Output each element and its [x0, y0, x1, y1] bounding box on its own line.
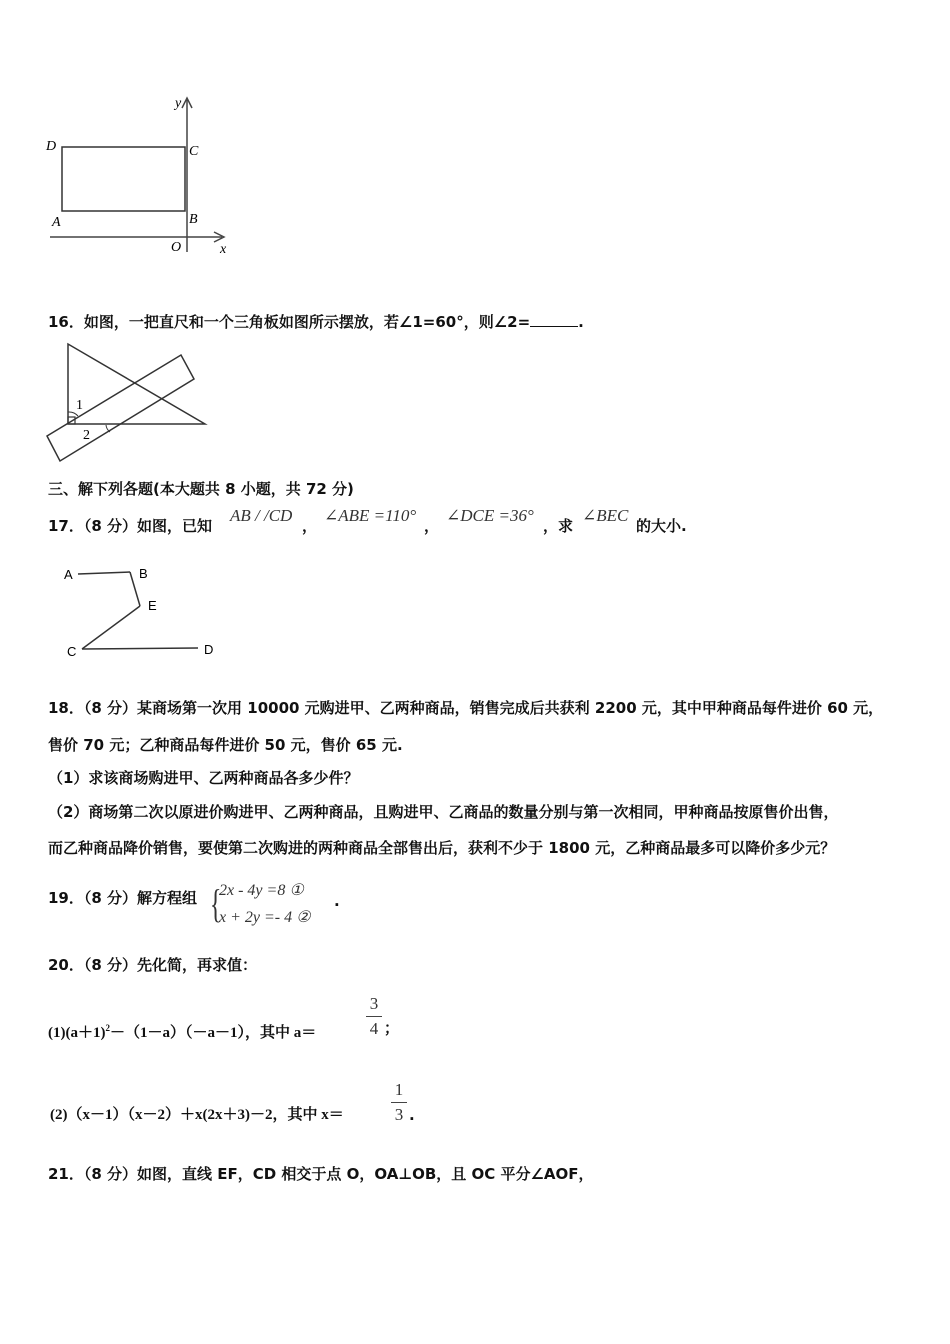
- q19-brace: {: [209, 881, 222, 926]
- q17-sep2: ，: [424, 517, 440, 535]
- q20-part2-end: .: [409, 1106, 415, 1124]
- parallel-lines-figure: [58, 560, 228, 665]
- label-o: O: [171, 240, 182, 255]
- q20-part1: [48, 1018, 316, 1043]
- q16-text: [48, 312, 584, 332]
- q20-part1-rest: －（1－a）（－a－1），其中 a＝: [109, 1025, 317, 1041]
- q17-sep1: ，: [302, 517, 318, 535]
- q16-text-main: 16．如图，一把直尺和一个三角板如图所示摆放，若∠1=60°，则∠2=: [48, 313, 531, 331]
- q20-part1-fraction-bar: [366, 1016, 382, 1017]
- q20-part2-fraction-bar: [391, 1102, 407, 1103]
- label-x: x: [220, 242, 227, 257]
- q20-part1-numerator: 3: [369, 994, 379, 1013]
- label-a: A: [52, 215, 61, 230]
- angle-1-label: 1: [76, 398, 83, 413]
- q20-part1-fraction: [366, 994, 382, 1039]
- label-d: D: [46, 139, 57, 154]
- q20-part1-exponent: 2: [105, 1023, 110, 1033]
- q18-sub2-line2: 而乙种商品降价销售，要使第二次购进的两种商品全部售出后，获利不少于 1800 元，乙种商品最多可以降价多少元？: [48, 839, 836, 857]
- q20-part2-denominator: 3: [394, 1105, 404, 1124]
- fig17-label-a: A: [64, 567, 73, 582]
- label-c: C: [189, 144, 199, 159]
- q17-sep3: ，求: [543, 517, 574, 535]
- q19-prefix: 19．（8 分）解方程组: [48, 889, 198, 907]
- q20-part2: (2)（x－1）（x－2）＋x(2x＋3)－2，其中 x＝: [50, 1107, 344, 1123]
- fig17-label-b: B: [139, 566, 148, 581]
- q20-part1-prefix: (1)(a＋1): [48, 1025, 106, 1041]
- ruler-triangle-figure: [40, 336, 210, 468]
- label-y: y: [175, 96, 182, 111]
- q19-equation-2: x + 2y =- 4 ②: [219, 909, 311, 926]
- q17-math-bec: ∠BEC: [582, 506, 629, 525]
- q17-math-dce: ∠DCE =36°: [446, 506, 534, 525]
- q19-suffix: .: [334, 892, 340, 910]
- q18-sub2-line1: （2）商场第二次以原进价购进甲、乙两种商品，且购进甲、乙商品的数量分别与第一次相同，甲种商品按原售价出售，: [48, 803, 839, 821]
- fig17-label-c: C: [67, 644, 77, 659]
- q17-prefix: 17．（8 分）如图，已知: [48, 517, 213, 535]
- q16-answer-blank[interactable]: [530, 312, 578, 327]
- q18-line2: 售价 70 元；乙种商品每件进价 50 元，售价 65 元.: [48, 736, 403, 754]
- q18-sub1: （1）求该商场购进甲、乙两种商品各多少件？: [48, 769, 359, 787]
- q21-text: 21．（8 分）如图，直线 EF，CD 相交于点 O，OA⊥OB，且 OC 平分∠AOF，: [48, 1165, 594, 1183]
- section3-title: 三、解下列各题(本大题共 8 小题，共 72 分): [48, 480, 354, 498]
- q17-suffix: 的大小.: [636, 517, 687, 535]
- q19-equation-1: 2x - 4y =8 ①: [219, 882, 304, 899]
- q17-math-parallel: AB / /CD: [230, 506, 293, 525]
- q20-part2-fraction: [391, 1080, 407, 1125]
- q18-line1: 18．（8 分）某商场第一次用 10000 元购进甲、乙两种商品，销售完成后共获利 2200 元，其中甲种商品每件进价 60 元，: [48, 699, 884, 717]
- q20-part1-denominator: 4: [369, 1019, 379, 1038]
- q20-part2-numerator: 1: [394, 1080, 404, 1099]
- angle-2-label: 2: [83, 428, 90, 443]
- q20-title: 20．（8 分）先化简，再求值：: [48, 956, 258, 974]
- fig17-label-e: E: [148, 598, 157, 613]
- label-b: B: [189, 212, 198, 227]
- fig17-label-d: D: [204, 642, 214, 657]
- coordinate-rectangle-figure: [40, 92, 240, 262]
- q17-math-abe: ∠ABE =110°: [324, 506, 417, 525]
- q16-text-end: .: [578, 313, 584, 331]
- q20-part1-end: ；: [384, 1019, 400, 1037]
